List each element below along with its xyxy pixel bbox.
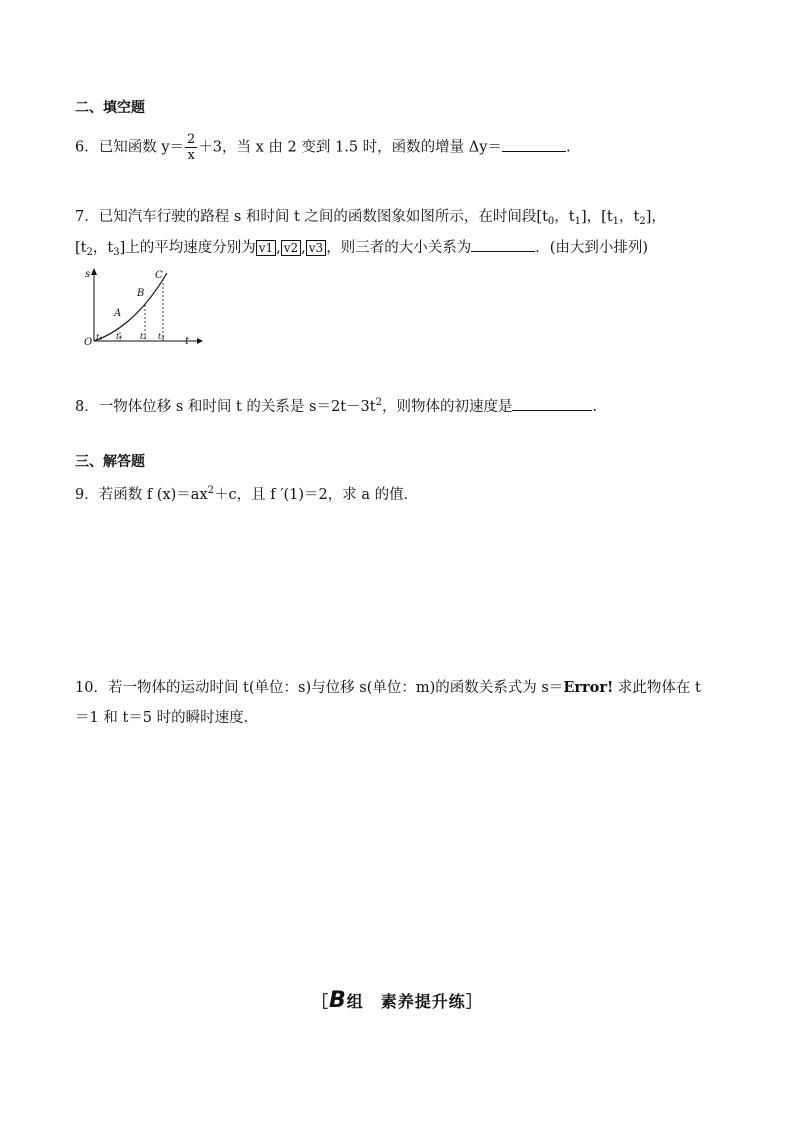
s-axis-arrow [91,268,97,275]
q7-text: [t [75,240,87,256]
q6-fraction [185,132,197,163]
q8-text-pre: 8．一物体位移 s 和时间 t 的关系是 s＝2t－3t [75,399,376,415]
q10-error-text: Error! [563,679,614,696]
question-10-line-1 [75,678,701,698]
q7-text: ，t [619,209,640,225]
distance-curve [94,273,167,341]
tick-label-t1: t₁ [116,332,123,341]
q7-velocity-v3-box: v3 [306,240,326,256]
question-9 [75,481,418,505]
q7-text: ，t [554,209,575,225]
axis-label-t: t [185,336,190,347]
banner-b-letter: B [329,988,347,1013]
q6-answer-blank[interactable] [502,137,566,152]
q6-text-end: . [565,139,571,156]
q7-text: ]， [645,209,666,225]
section-title-solve: 三、解答题 [75,454,145,470]
q7-sub: 3 [113,247,120,258]
q6-frac-numerator: 2 [187,132,196,147]
point-label-b: B [137,288,145,299]
q9-sup: 2 [207,485,214,496]
section-title-fill-in: 二、填空题 [75,100,145,116]
q9-text-post: ＋c，且 f ′(1)＝2，求 a 的值． [214,487,419,503]
point-label-c: C [155,270,163,281]
q8-sup: 2 [375,397,382,408]
banner-bracket-right: ］ [465,992,483,1011]
point-label-a: A [114,308,122,319]
q7-sub: 1 [612,216,620,227]
q9-text-pre: 9．若函数 f (x)＝ax [75,487,208,503]
q7-text: ，t [92,240,114,256]
banner-text: 组 素养提升练 [346,992,466,1011]
tick-label-t2: t₂ [140,332,147,341]
q8-text-post: ，则物体的初速度是 [381,399,513,415]
q6-frac-denominator: x [187,148,195,163]
q7-velocity-v1-box: v1 [256,240,276,256]
t-axis-arrow [197,338,203,344]
question-7-line-2: [$t_2$，$t_3$]上的平均速度分别为 v1 , v2 , v3 ，则三者的大小关系为 ．(由大到小排列) [75,237,648,263]
banner-bracket-left: ［ [312,992,330,1011]
tick-label-t3: t₃ [158,332,165,341]
q10-text-b: 求此物体在 t [613,680,701,696]
q7-text: 7．已知汽车行驶的路程 s 和时间 t 之间的函数图象如图所示，在时间段[t [75,209,548,225]
q7-sub: 1 [574,216,581,227]
question-10-line-2: ＝1 和 t＝5 时的瞬时速度. [75,710,249,726]
q7-sub: 0 [547,216,555,227]
tick-label-t0: t₀ [96,333,103,342]
q7-sub: 2 [639,216,646,227]
axis-label-s: s [85,269,91,280]
q7-text: ]，[t [581,209,613,225]
q7-sub: 2 [86,247,93,258]
q10-text-a: 10．若一物体的运动时间 t(单位：s)与位移 s(单位：m)的函数关系式为 s＝ [75,680,564,696]
origin-label: O [84,337,93,348]
q7-text: ，则三者的大小关系为 [326,240,472,256]
q7-velocity-v2-box: v2 [281,240,301,256]
q7-text: ．(由大到小排列) [535,240,649,256]
q8-answer-blank[interactable] [512,396,592,411]
q6-text-post: ＋3，当 x 由 2 变到 1.5 时，函数的增量 Δy＝ [198,139,502,156]
q8-text-end: . [592,399,598,415]
q7-distance-time-graph [75,265,205,350]
question-7-line-1 [75,207,666,232]
question-6 [75,132,571,163]
question-8 [75,393,597,417]
q7-answer-blank[interactable] [471,237,535,252]
q7-text: ]上的平均速度分别为 [119,240,256,256]
group-b-banner [312,988,483,1013]
q6-text-pre: 6．已知函数 y＝ [75,139,185,156]
